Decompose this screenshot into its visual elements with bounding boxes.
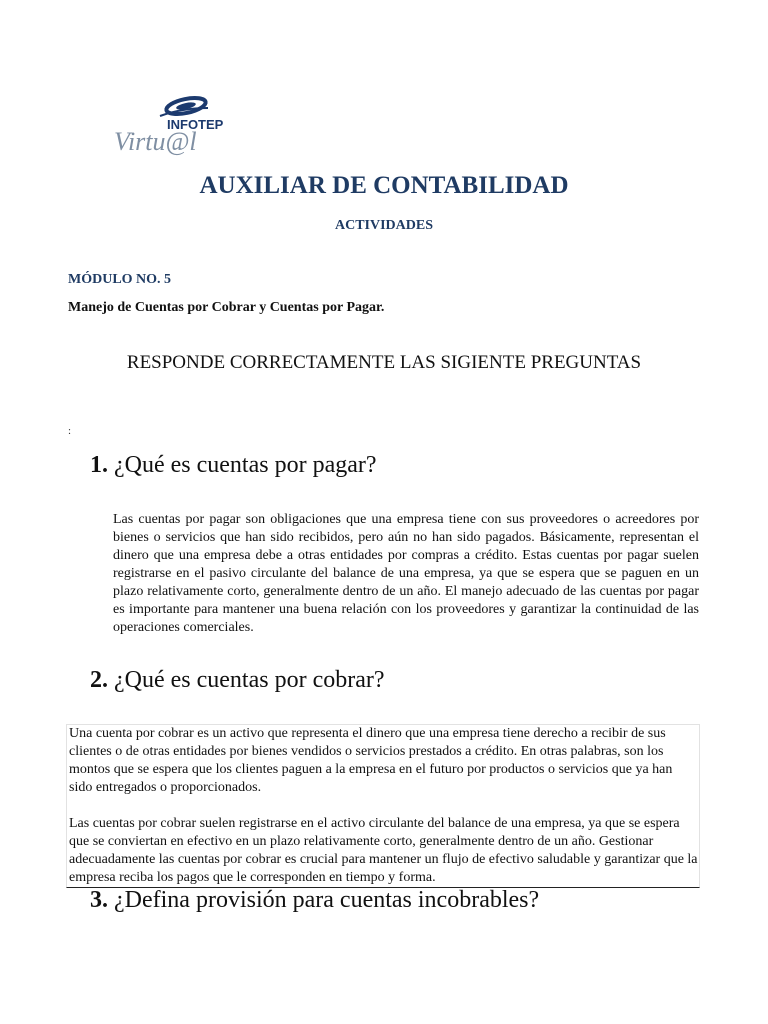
document-subtitle: ACTIVIDADES	[334, 218, 434, 233]
answer-2-box	[66, 724, 700, 888]
module-topic: Manejo de Cuentas por Cobrar y Cuentas por Pagar.	[68, 300, 385, 315]
module-label: MÓDULO NO. 5	[68, 272, 172, 287]
stray-mark: :	[68, 425, 72, 437]
logo-brand-text: INFOTEP	[167, 117, 224, 132]
question-number: 3.	[90, 887, 108, 913]
question-number: 1.	[90, 452, 108, 478]
question-3	[90, 887, 539, 914]
question-text: ¿Qué es cuentas por pagar?	[114, 452, 377, 478]
logo-script-text: Virtu@l	[114, 127, 197, 156]
question-text: ¿Qué es cuentas por cobrar?	[114, 667, 385, 693]
question-2	[90, 667, 385, 694]
document-title: AUXILIAR DE CONTABILIDAD	[199, 172, 569, 199]
question-number: 2.	[90, 667, 108, 693]
question-1	[90, 452, 377, 479]
answer-1: Las cuentas por pagar son obligaciones que una empresa tiene con sus proveedores o acreedores por bienes o servicios que han sido recibidos, pero aún no han sido pagados. Básicamente, representan el dinero que una empresa debe a otras entidades por compras a crédito. Estas cuentas por pagar suelen registrarse en el pasivo circulante del balance de una empresa, ya que se espera que se paguen en un plazo relativamente corto, generalmente dentro de un año. El manejo adecuado de las cuentas por pagar es importante para mantener una buena relación con los proveedores y garantizar la continuidad de las operaciones comerciales.	[113, 512, 699, 635]
infotep-logo-graphic	[112, 94, 224, 156]
infotep-virtual-logo	[112, 94, 224, 156]
answer-2-paragraph-2: Las cuentas por cobrar suelen registrarse en el activo circulante del balance de una empresa, ya que se espera que se conviertan en efectivo en un plazo relativamente corto, generalmente dentro de un año. Gestionar adecuadamente las cuentas por cobrar es crucial para mantener un flujo de efectivo saludable y garantizar que la empresa reciba los pagos que le corresponden en tiempo y forma.	[69, 816, 698, 885]
question-text: ¿Defina provisión para cuentas incobrables?	[114, 887, 540, 913]
answer-2-paragraph-1: Una cuenta por cobrar es un activo que representa el dinero que una empresa tiene derecho a recibir de sus clientes o de otras entidades por bienes vendidos o servicios prestados a crédito. En otras palabras, son los montos que se espera que los clientes paguen a la empresa en el futuro por productos o servicios que ya han sido entregados o proporcionados.	[69, 726, 673, 795]
instruction-heading: RESPONDE CORRECTAMENTE LAS SIGIENTE PREGUNTAS	[126, 352, 642, 373]
